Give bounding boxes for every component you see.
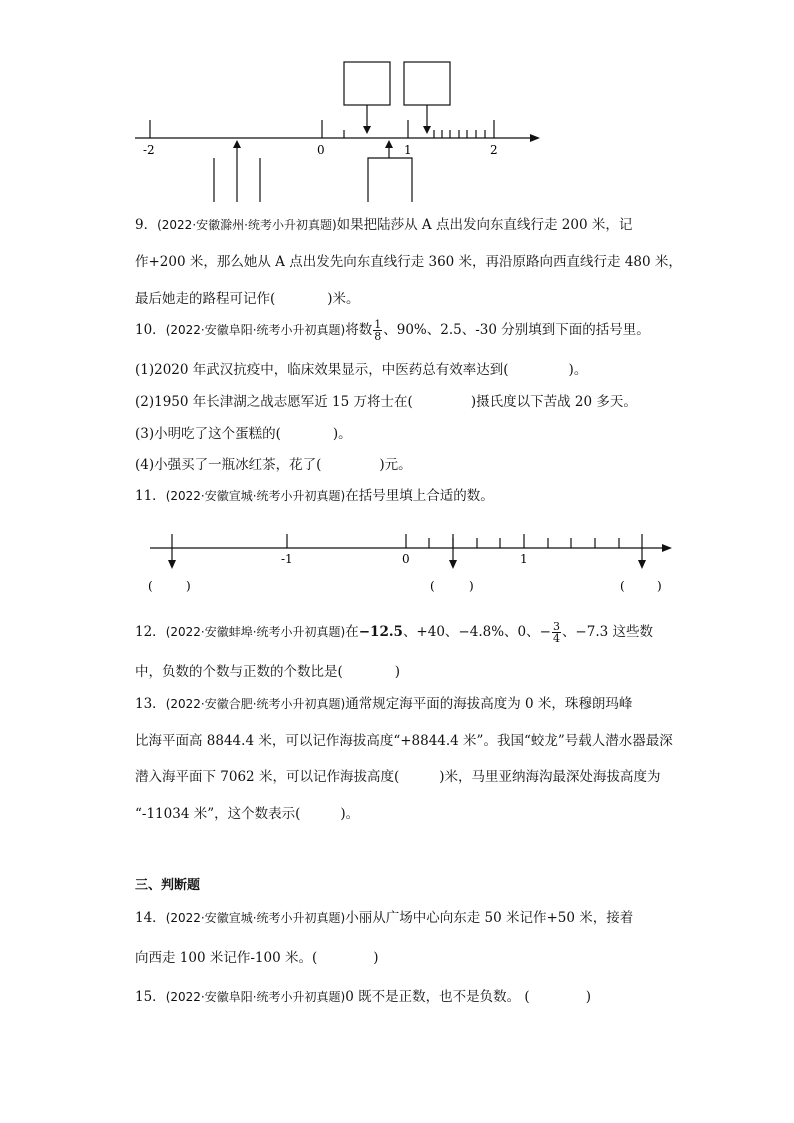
question-10-line-1: 10．(2022·安徽阜阳·统考小升初真题)将数 $\frac{1}{8}$ 、90%、2.5、-30 分别填到下面的括号里。 [135,318,650,343]
question-9-line-1 [135,213,632,233]
question-15-line-1: 15．(2022·安徽阜阳·统考小升初真题)0 既不是正数，也不是负数。 ( ) [135,989,591,1005]
answer-box-bottom-2 [368,158,412,202]
question-number: 14． [135,910,166,926]
question-12-line-1: 12．(2022·安徽蚌埠·统考小升初真题)在−12.5、+40、−4.8%、0、− $\frac{3}{4}$ 、−7.3 这些数 [135,620,654,645]
question-10-item-2: (2)1950 年长津湖之战志愿军近 15 万将士在( )摄氏度以下苦战 20 多天。 [135,394,637,410]
question-source: (2022·安徽宣城·统考小升初真题) [165,911,346,925]
question-text: 如果把陆莎从 A 点出发向东直线行走 200 米，记 [336,217,633,233]
svg-text:): ) [657,579,662,593]
question-10-item-1: (1)2020 年武汉抗疫中，临床效果显示，中医药总有效率达到( )。 [135,362,588,378]
question-number: 12． [135,624,166,640]
question-9-line-2: 作+200 米，那么她从 A 点出发先向东直线行走 360 米，再沿原路向西直线行走 480 米， [135,254,682,270]
tick-label: 0 [402,552,410,566]
question-13-line-3: 潜入海平面下 7062 米，可以记作海拔高度( )米，马里亚纳海沟最深处海拔高度为 [135,769,661,785]
svg-text:(: ( [148,579,153,593]
question-12-line-2: 中，负数的个数与正数的个数比是( ) [135,664,401,680]
answer-box-top-1 [344,62,390,105]
question-13-line-1: 13．(2022·安徽合肥·统考小升初真题)通常规定海平面的海拔高度为 0 米，珠穆朗玛峰 [135,696,633,712]
svg-text:): ) [469,579,474,593]
axis-arrowhead [530,134,540,142]
axis-arrowhead [662,544,672,552]
number-line-figure-1 [0,0,794,215]
fraction: $\frac{1}{8}$ [374,318,382,343]
svg-text:(: ( [430,579,435,593]
svg-text:): ) [186,579,191,593]
question-number: 9． [135,217,158,233]
question-11-line-1: 11．(2022·安徽宣城·统考小升初真题)在括号里填上合适的数。 [135,488,494,504]
question-source: (2022·安徽合肥·统考小升初真题) [165,697,346,711]
question-13-line-2: 比海平面高 8844.4 米，可以记作海拔高度“+8844.4 米”。我国“蛟龙”号载人潜水器最深 [135,733,673,749]
number-line-figure-2 [0,510,794,600]
tick-label: 1 [404,143,412,157]
svg-text:(: ( [620,579,625,593]
tick-label: 1 [520,552,528,566]
question-number: 10． [135,322,166,338]
tick-label: -1 [281,552,293,566]
section-title: 三、判断题 [135,878,201,893]
question-source: (2022·安徽蚌埠·统考小升初真题) [165,625,346,639]
question-source: (2022·安徽宣城·统考小升初真题) [165,489,346,503]
question-number: 15． [135,989,166,1005]
question-9-line-3: 最后她走的路程可记作( )米。 [135,291,360,307]
question-source: (2022·安徽阜阳·统考小升初真题) [165,990,346,1004]
tick-label: -2 [143,143,155,157]
question-13-line-4: “-11034 米”，这个数表示( )。 [135,806,360,822]
question-14-line-2: 向西走 100 米记作-100 米。( ) [135,950,379,966]
question-10-item-4: (4)小强买了一瓶冰红茶，花了( )元。 [135,457,412,473]
question-number: 11． [135,488,166,504]
question-source: (2022·安徽阜阳·统考小升初真题) [165,323,346,337]
question-10-item-3: (3)小明吃了这个蛋糕的( )。 [135,426,352,442]
tick-label: 0 [317,143,325,157]
tick-label: 2 [490,143,498,157]
question-number: 13． [135,696,166,712]
question-source: (2022·安徽滁州·统考小升初真题) [157,218,337,232]
question-14-line-1: 14．(2022·安徽宣城·统考小升初真题)小丽从广场中心向东走 50 米记作+50 米，接着 [135,910,634,926]
fraction: $\frac{3}{4}$ [552,620,560,645]
answer-box-top-2 [404,62,450,105]
